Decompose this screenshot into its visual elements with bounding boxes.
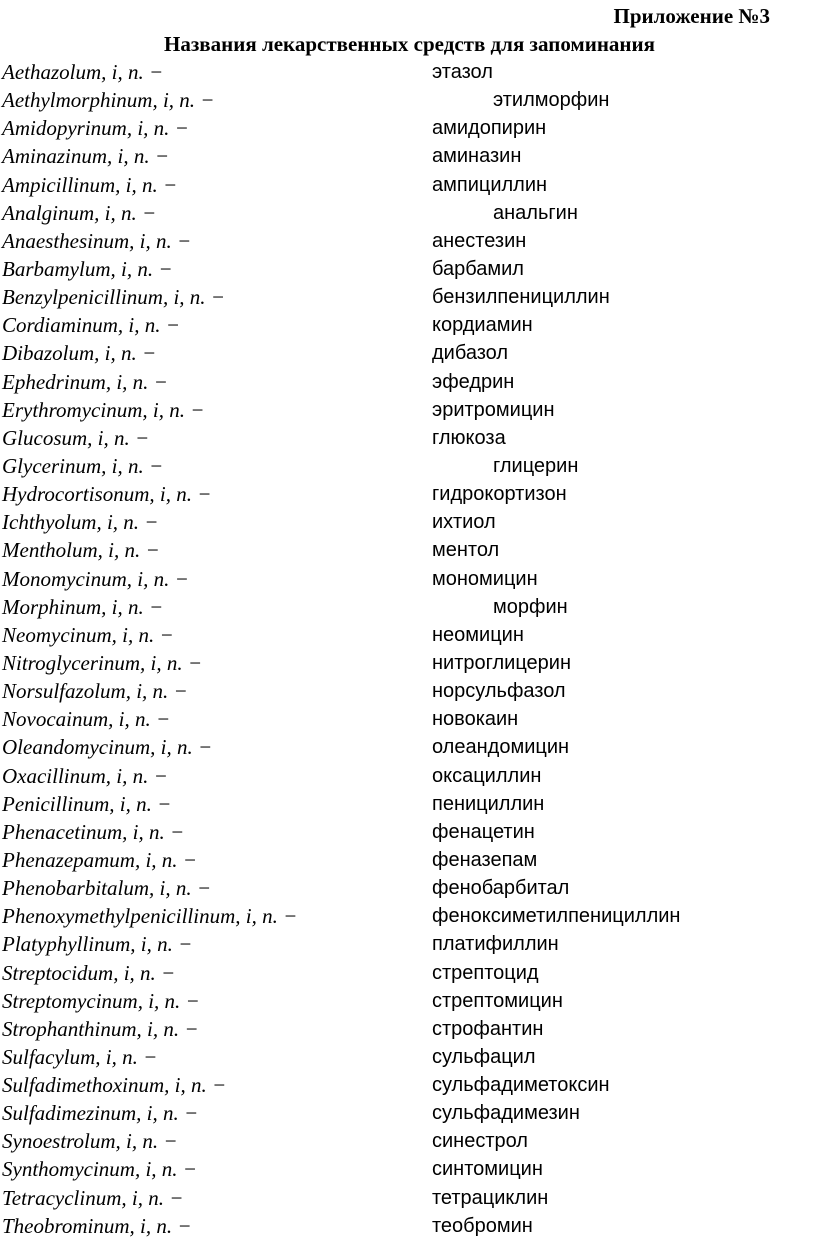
latin-drug-name: Monomycinum, i, n. − [2,566,189,591]
russian-drug-name: фенацетин [432,820,535,843]
latin-drug-name: Aminazinum, i, n. − [2,144,170,169]
russian-drug-name: синтомицин [432,1158,543,1181]
russian-drug-name: оксациллин [432,764,542,787]
russian-drug-name: эфедрин [432,370,515,393]
russian-drug-name: анестезин [432,229,527,252]
list-item [0,1184,816,1212]
russian-drug-name: новокаин [432,708,519,731]
latin-drug-name: Aethylmorphinum, i, n. − [2,88,215,113]
russian-drug-name: анальгин [493,201,578,224]
russian-drug-name: морфин [493,595,568,618]
list-item [0,311,816,339]
russian-drug-name: феноксиметилпенициллин [432,905,681,928]
list-item [0,508,816,536]
russian-drug-name: кордиамин [432,314,533,337]
latin-drug-name: Ephedrinum, i, n. − [2,369,168,394]
russian-drug-name: эритромицин [432,398,555,421]
list-item [0,987,816,1015]
list-item [0,649,816,677]
page-title: Названия лекарственных средств для запоминания [164,32,655,56]
list-item [0,1212,816,1240]
latin-drug-name: Sulfacylum, i, n. − [2,1044,158,1069]
list-item [0,339,816,367]
latin-drug-name: Novocainum, i, n. − [2,707,171,732]
list-item [0,733,816,761]
russian-drug-name: фенобарбитал [432,877,570,900]
latin-drug-name: Glycerinum, i, n. − [2,453,164,478]
russian-drug-name: этилморфин [493,89,610,112]
list-item [0,199,816,227]
russian-drug-name: дибазол [432,342,509,365]
latin-drug-name: Theobrominum, i, n. − [2,1213,192,1238]
latin-drug-name: Erythromycinum, i, n. − [2,397,205,422]
russian-drug-name: тетрациклин [432,1186,549,1209]
russian-drug-name: гидрокортизон [432,483,567,506]
russian-drug-name: барбамил [432,257,524,280]
russian-drug-name: сульфадиметоксин [432,1074,610,1097]
russian-drug-name: этазол [432,61,493,83]
list-item [0,424,816,452]
list-item [0,705,816,733]
latin-drug-name: Analginum, i, n. − [2,200,157,225]
russian-drug-name: бензилпенициллин [432,286,610,309]
russian-drug-name: сульфадимезин [432,1102,580,1125]
latin-drug-name: Tetracyclinum, i, n. − [2,1185,184,1210]
list-item [0,593,816,621]
list-item [0,171,816,199]
list-item [0,283,816,311]
latin-drug-name: Anaesthesinum, i, n. − [2,228,192,253]
list-item [0,396,816,424]
latin-drug-name: Barbamylum, i, n. − [2,256,173,281]
list-item [0,142,816,170]
russian-drug-name: аминазин [432,145,522,168]
russian-drug-name: глицерин [493,454,579,477]
russian-drug-name: стрептоцид [432,961,539,984]
latin-drug-name: Neomycinum, i, n. − [2,622,174,647]
latin-drug-name: Ichthyolum, i, n. − [2,510,159,535]
latin-drug-name: Cordiaminum, i, n. − [2,313,180,338]
appendix-label: Приложение №3 [613,4,770,28]
list-item [0,790,816,818]
russian-drug-name: строфантин [432,1017,544,1040]
list-item [0,1099,816,1127]
latin-drug-name: Mentholum, i, n. − [2,538,160,563]
list-item [0,227,816,255]
list-item [0,1071,816,1099]
russian-drug-name: глюкоза [432,426,506,449]
latin-drug-name: Sulfadimethoxinum, i, n. − [2,1073,227,1098]
latin-drug-name: Ampicillinum, i, n. − [2,172,178,197]
russian-drug-name: нитроглицерин [432,651,572,674]
russian-drug-name: неомицин [432,623,524,646]
latin-drug-name: Glucosum, i, n. − [2,425,150,450]
list-item [0,959,816,987]
latin-drug-name: Phenobarbitalum, i, n. − [2,876,211,901]
list-item [0,1155,816,1183]
latin-drug-name: Oxacillinum, i, n. − [2,763,168,788]
list-item [0,536,816,564]
russian-drug-name: сульфацил [432,1045,536,1068]
latin-drug-name: Morphinum, i, n. − [2,594,164,619]
russian-drug-name: синестрол [432,1130,528,1153]
drug-name-list [0,58,816,1240]
russian-drug-name: феназепам [432,848,538,871]
russian-drug-name: теобромин [432,1214,533,1237]
russian-drug-name: амидопирин [432,117,547,140]
russian-drug-name: мономицин [432,567,538,590]
latin-drug-name: Penicillinum, i, n. − [2,791,172,816]
latin-drug-name: Phenazepamum, i, n. − [2,847,197,872]
list-item [0,1015,816,1043]
list-item [0,621,816,649]
russian-drug-name: ампициллин [432,173,548,196]
latin-drug-name: Aethazolum, i, n. − [2,60,164,84]
list-item [0,86,816,114]
list-item [0,452,816,480]
list-item [0,677,816,705]
list-item [0,818,816,846]
latin-drug-name: Dibazolum, i, n. − [2,341,157,366]
latin-drug-name: Phenoxymethylpenicillinum, i, n. − [2,904,298,929]
latin-drug-name: Sulfadimezinum, i, n. − [2,1101,199,1126]
list-item [0,58,816,86]
latin-drug-name: Strophanthinum, i, n. − [2,1016,199,1041]
russian-drug-name: норсульфазол [432,680,566,703]
list-item [0,1043,816,1071]
list-item [0,762,816,790]
list-item [0,368,816,396]
list-item [0,930,816,958]
latin-drug-name: Streptocidum, i, n. − [2,960,176,985]
list-item [0,874,816,902]
latin-drug-name: Synthomycinum, i, n. − [2,1157,197,1182]
russian-drug-name: ихтиол [432,511,496,534]
latin-drug-name: Hydrocortisonum, i, n. − [2,482,212,507]
list-item [0,846,816,874]
latin-drug-name: Oleandomycinum, i, n. − [2,735,213,760]
list-item [0,902,816,930]
list-item [0,255,816,283]
latin-drug-name: Amidopyrinum, i, n. − [2,116,189,141]
russian-drug-name: олеандомицин [432,736,570,759]
latin-drug-name: Streptomycinum, i, n. − [2,988,200,1013]
list-item [0,114,816,142]
latin-drug-name: Phenacetinum, i, n. − [2,819,185,844]
russian-drug-name: платифиллин [432,933,559,956]
list-item [0,480,816,508]
latin-drug-name: Platyphyllinum, i, n. − [2,932,193,957]
list-item [0,565,816,593]
russian-drug-name: ментол [432,539,500,562]
latin-drug-name: Nitroglycerinum, i, n. − [2,650,203,675]
russian-drug-name: стрептомицин [432,989,563,1012]
list-item [0,1127,816,1155]
russian-drug-name: пенициллин [432,792,545,815]
latin-drug-name: Norsulfazolum, i, n. − [2,679,188,704]
latin-drug-name: Benzylpenicillinum, i, n. − [2,285,225,310]
latin-drug-name: Synoestrolum, i, n. − [2,1129,178,1154]
